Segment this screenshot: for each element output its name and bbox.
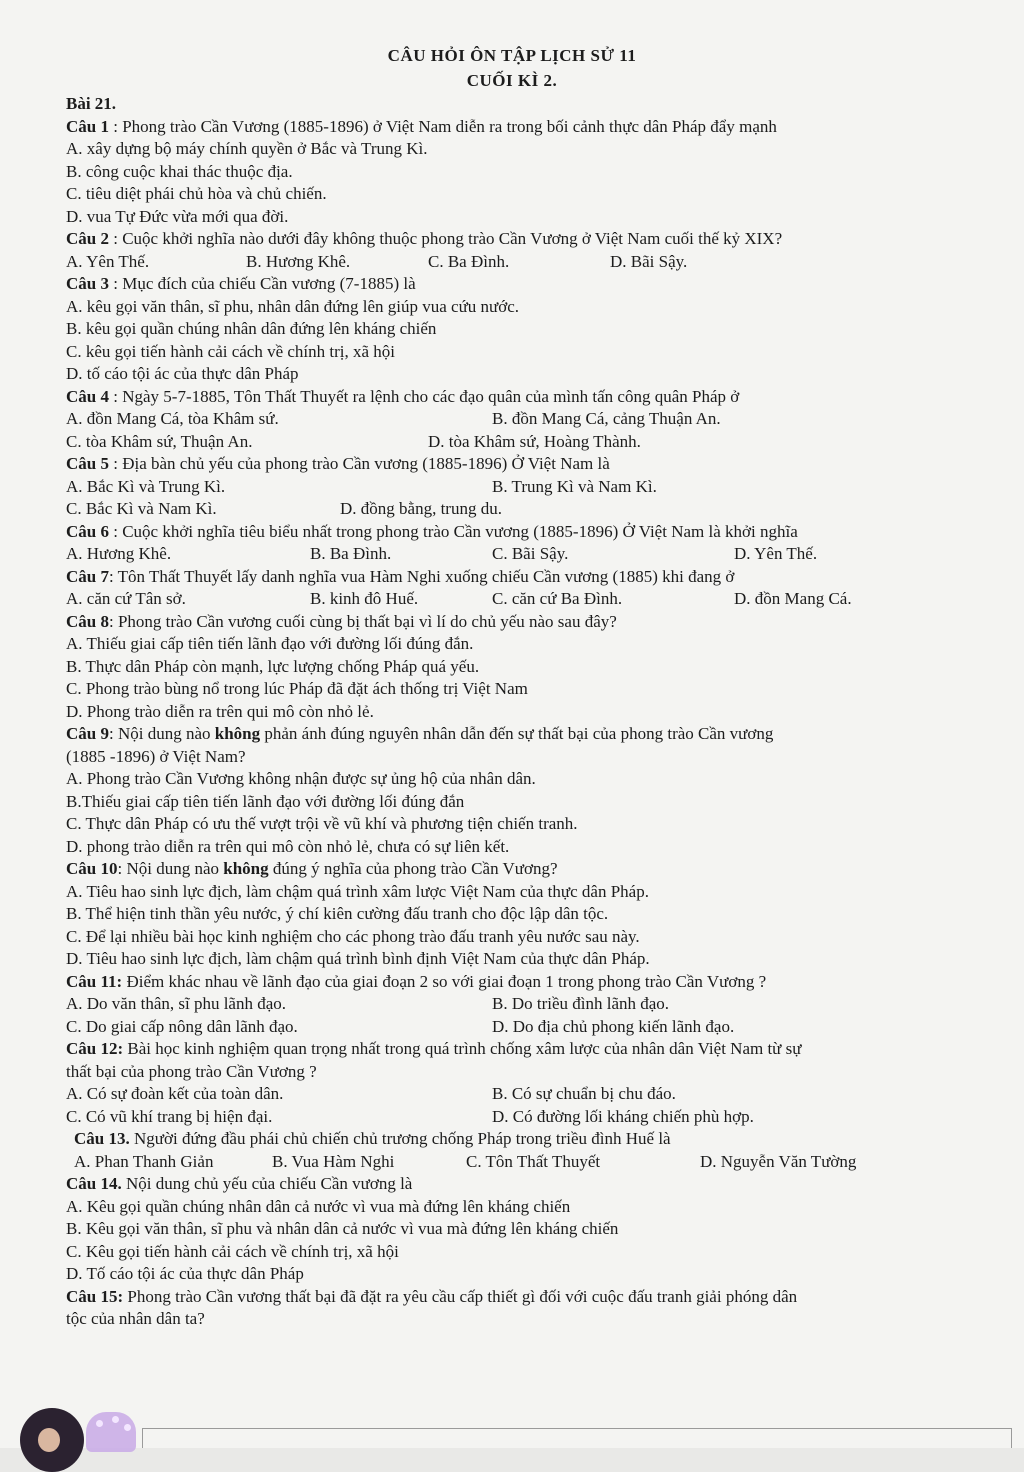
- question-12-option-a: A. Có sự đoàn kết của toàn dân.: [66, 1084, 284, 1103]
- question-13-option-a: A. Phan Thanh Giản: [74, 1152, 214, 1171]
- frame-left-border: [142, 1428, 143, 1448]
- question-10-option-c: C. Để lại nhiều bài học kinh nghiệm cho các phong trào đấu tranh yêu nước sau này.: [66, 927, 640, 946]
- question-3-option-b: B. kêu gọi quần chúng nhân dân đứng lên kháng chiến: [66, 319, 437, 338]
- question-3-option-d: D. tố cáo tội ác của thực dân Pháp: [66, 364, 299, 383]
- document-subtitle: CUỐI KÌ 2.: [466, 71, 558, 90]
- question-13-option-b: B. Vua Hàm Nghi: [272, 1152, 395, 1171]
- question-6-option-c: C. Bãi Sậy.: [492, 544, 569, 563]
- question-10-stem: Câu 10: Nội dung nào không đúng ý nghĩa của phong trào Cần Vương?: [66, 859, 558, 878]
- question-2-option-c: C. Ba Đình.: [428, 252, 510, 271]
- question-7-option-c: C. căn cứ Ba Đình.: [492, 589, 623, 608]
- question-4-option-a: A. đồn Mang Cá, tòa Khâm sứ.: [66, 409, 279, 428]
- question-10-option-d: D. Tiêu hao sinh lực địch, làm chậm quá trình bình định Việt Nam của thực dân Pháp.: [66, 949, 650, 968]
- question-6-option-b: B. Ba Đình.: [310, 544, 392, 563]
- question-1-option-b: B. công cuộc khai thác thuộc địa.: [66, 162, 293, 181]
- question-9-option-a: A. Phong trào Cần Vương không nhận được sự ủng hộ của nhân dân.: [66, 769, 536, 788]
- question-12-option-c: C. Có vũ khí trang bị hiện đại.: [66, 1107, 273, 1126]
- question-9-option-b: B.Thiếu giai cấp tiên tiến lãnh đạo với đường lối đúng đắn: [66, 792, 465, 811]
- sticker-dot: [124, 1424, 131, 1431]
- question-12-stem-continued: thất bại của phong trào Cần Vương ?: [66, 1062, 317, 1081]
- avatar-face: [38, 1428, 60, 1452]
- question-3-option-a: A. kêu gọi văn thân, sĩ phu, nhân dân đứng lên giúp vua cứu nước.: [66, 297, 520, 316]
- lesson-heading: Bài 21.: [66, 94, 117, 113]
- question-8-option-d: D. Phong trào diễn ra trên qui mô còn nhỏ lẻ.: [66, 702, 374, 721]
- question-10-option-b: B. Thể hiện tinh thần yêu nước, ý chí kiên cường đấu tranh cho độc lập dân tộc.: [66, 904, 609, 923]
- question-12-option-d: D. Có đường lối kháng chiến phù hợp.: [492, 1107, 754, 1126]
- question-14-stem: Câu 14. Nội dung chủ yếu của chiếu Cần vương là: [66, 1174, 413, 1193]
- question-8-option-c: C. Phong trào bùng nổ trong lúc Pháp đã đặt ách thống trị Việt Nam: [66, 679, 528, 698]
- question-6-option-d: D. Yên Thế.: [734, 544, 818, 563]
- question-8-option-a: A. Thiếu giai cấp tiên tiến lãnh đạo với đường lối đúng đắn.: [66, 634, 474, 653]
- question-14-option-d: D. Tố cáo tội ác của thực dân Pháp: [66, 1264, 304, 1283]
- question-14-option-b: B. Kêu gọi văn thân, sĩ phu và nhân dân cả nước vì vua mà đứng lên kháng chiến: [66, 1219, 619, 1238]
- question-1-option-d: D. vua Tự Đức vừa mới qua đời.: [66, 207, 289, 226]
- question-8-option-b: B. Thực dân Pháp còn mạnh, lực lượng chống Pháp quá yếu.: [66, 657, 480, 676]
- question-9-stem: Câu 9: Nội dung nào không phản ánh đúng nguyên nhân dẫn đến sự thất bại của phong trào Cần vương: [66, 724, 774, 743]
- question-3-option-c: C. kêu gọi tiến hành cải cách về chính trị, xã hội: [66, 342, 396, 361]
- question-13-option-d: D. Nguyễn Văn Tường: [700, 1152, 857, 1171]
- sticker-dot: [96, 1420, 103, 1427]
- question-11-option-c: C. Do giai cấp nông dân lãnh đạo.: [66, 1017, 298, 1036]
- question-2-option-b: B. Hương Khê.: [246, 252, 351, 271]
- question-7-option-d: D. đồn Mang Cá.: [734, 589, 852, 608]
- question-5-option-c: C. Bắc Kì và Nam Kì.: [66, 499, 217, 518]
- question-9-stem-continued: (1885 -1896) ở Việt Nam?: [66, 747, 246, 766]
- question-3-stem: Câu 3 : Mục đích của chiếu Cần vương (7-1885) là: [66, 274, 416, 293]
- question-6-stem: Câu 6 : Cuộc khởi nghĩa tiêu biểu nhất trong phong trào Cần vương (1885-1896) Ở Việt Nam là khởi nghĩa: [66, 522, 798, 541]
- sticker-dot: [112, 1416, 119, 1423]
- sticker-icon: [86, 1412, 136, 1452]
- question-5-option-a: A. Bắc Kì và Trung Kì.: [66, 477, 226, 496]
- question-4-option-c: C. tòa Khâm sứ, Thuận An.: [66, 432, 253, 451]
- question-9-option-c: C. Thực dân Pháp có ưu thế vượt trội về vũ khí và phương tiện chiến tranh.: [66, 814, 578, 833]
- question-5-option-b: B. Trung Kì và Nam Kì.: [492, 477, 657, 496]
- question-4-stem: Câu 4 : Ngày 5-7-1885, Tôn Thất Thuyết ra lệnh cho các đạo quân của mình tấn công quân Pháp ở: [66, 387, 740, 406]
- question-6-option-a: A. Hương Khê.: [66, 544, 172, 563]
- question-1-option-c: C. tiêu diệt phái chủ hòa và chủ chiến.: [66, 184, 327, 203]
- question-11-option-b: B. Do triều đình lãnh đạo.: [492, 994, 670, 1013]
- frame-right-border: [1011, 1428, 1012, 1448]
- question-15-stem: Câu 15: Phong trào Cần vương thất bại đã đặt ra yêu cầu cấp thiết gì đối với cuộc đấu tranh giải phóng dân: [66, 1287, 798, 1306]
- question-5-option-d: D. đồng bằng, trung du.: [340, 499, 502, 518]
- question-11-stem: Câu 11: Điểm khác nhau về lãnh đạo của giai đoạn 2 so với giai đoạn 1 trong phong trào Cần Vương ?: [66, 972, 767, 991]
- question-2-option-d: D. Bãi Sậy.: [610, 252, 688, 271]
- question-2-stem: Câu 2 : Cuộc khởi nghĩa nào dưới đây không thuộc phong trào Cần Vương ở Việt Nam cuối thế kỷ XIX?: [66, 229, 783, 248]
- question-7-option-b: B. kinh đô Huế.: [310, 589, 419, 608]
- question-7-stem: Câu 7: Tôn Thất Thuyết lấy danh nghĩa vua Hàm Nghi xuống chiếu Cần vương (1885) khi đang ở: [66, 567, 735, 586]
- question-7-option-a: A. căn cứ Tân sở.: [66, 589, 186, 608]
- question-15-stem-continued: tộc của nhân dân ta?: [66, 1309, 205, 1328]
- question-4-option-d: D. tòa Khâm sứ, Hoàng Thành.: [428, 432, 641, 451]
- question-1-option-a: A. xây dựng bộ máy chính quyền ở Bắc và Trung Kì.: [66, 139, 428, 158]
- document-title: CÂU HỎI ÔN TẬP LỊCH SỬ 11: [387, 46, 637, 65]
- question-2-option-a: A. Yên Thế.: [66, 252, 150, 271]
- question-11-option-d: D. Do địa chủ phong kiến lãnh đạo.: [492, 1017, 735, 1036]
- question-9-option-d: D. phong trào diễn ra trên qui mô còn nhỏ lẻ, chưa có sự liên kết.: [66, 837, 510, 856]
- question-5-stem: Câu 5 : Địa bàn chủ yếu của phong trào Cần vương (1885-1896) Ở Việt Nam là: [66, 454, 610, 473]
- question-11-option-a: A. Do văn thân, sĩ phu lãnh đạo.: [66, 994, 287, 1013]
- question-12-stem: Câu 12: Bài học kinh nghiệm quan trọng nhất trong quá trình chống xâm lược của nhân dân Việt Nam từ sự: [66, 1039, 802, 1058]
- question-13-option-c: C. Tôn Thất Thuyết: [466, 1152, 601, 1171]
- question-4-option-b: B. đồn Mang Cá, cảng Thuận An.: [492, 409, 721, 428]
- frame-top-border: [142, 1428, 1012, 1429]
- question-1-stem: Câu 1 : Phong trào Cần Vương (1885-1896) ở Việt Nam diễn ra trong bối cảnh thực dân Pháp đẩy mạnh: [66, 117, 777, 136]
- question-14-option-c: C. Kêu gọi tiến hành cải cách về chính trị, xã hội: [66, 1242, 399, 1261]
- question-8-stem: Câu 8: Phong trào Cần vương cuối cùng bị thất bại vì lí do chủ yếu nào sau đây?: [66, 612, 617, 631]
- question-14-option-a: A. Kêu gọi quần chúng nhân dân cả nước vì vua mà đứng lên kháng chiến: [66, 1197, 571, 1216]
- question-13-stem: Câu 13. Người đứng đầu phái chủ chiến chủ trương chống Pháp trong triều đình Huế là: [74, 1129, 671, 1148]
- question-10-option-a: A. Tiêu hao sinh lực địch, làm chậm quá trình xâm lược Việt Nam của thực dân Pháp.: [66, 882, 649, 901]
- question-12-option-b: B. Có sự chuẩn bị chu đáo.: [492, 1084, 676, 1103]
